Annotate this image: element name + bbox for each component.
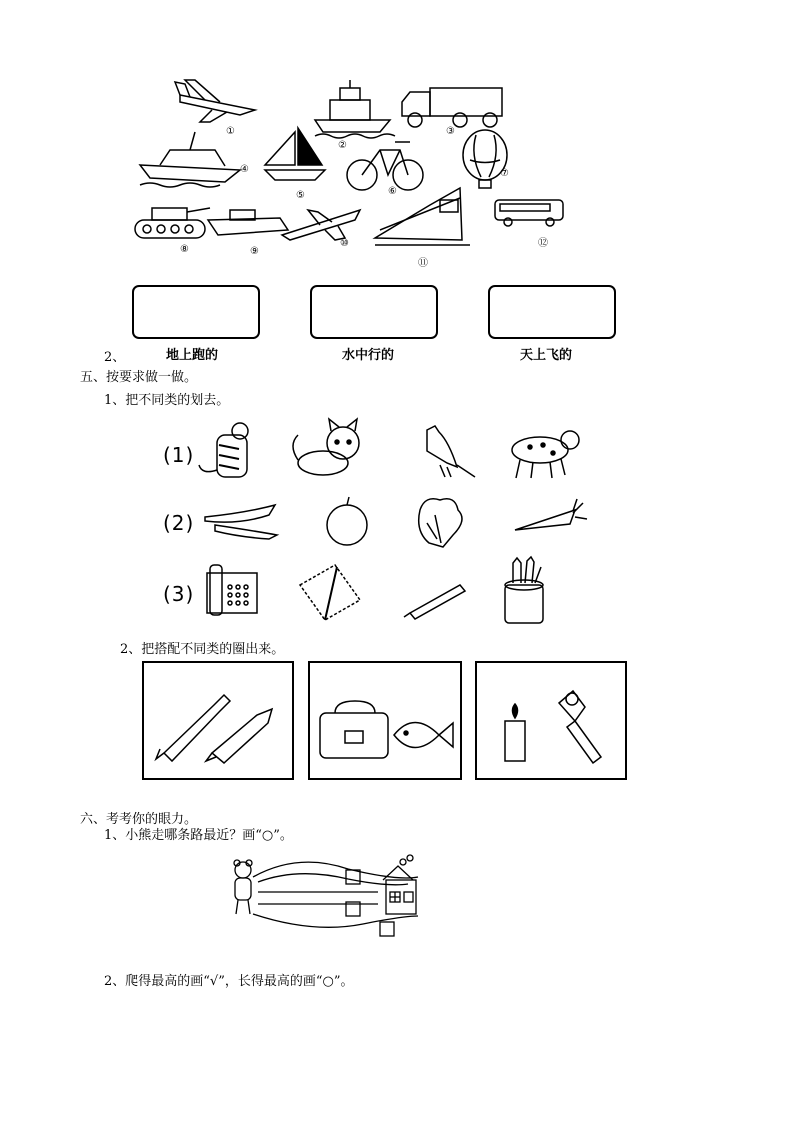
answer-box-land[interactable] — [132, 285, 260, 339]
transport-number: ⑧ — [180, 244, 189, 255]
jet-icon — [282, 210, 360, 240]
transport-illustration — [130, 70, 590, 270]
cat-icon — [293, 419, 359, 475]
apple-icon — [327, 497, 367, 545]
transport-number: ⑥ — [388, 186, 397, 197]
bus-icon — [495, 200, 563, 226]
ruler-icon — [300, 565, 360, 620]
question-text: 1、把不同类的划去。 — [104, 393, 230, 408]
odd-one-out-illustration — [195, 415, 605, 630]
paintbrush-icon — [156, 695, 230, 761]
truck-icon — [402, 88, 502, 127]
ship-icon — [315, 80, 395, 138]
row-label: (2) — [163, 511, 195, 535]
yacht-icon — [140, 132, 240, 187]
carrot-icon — [515, 499, 587, 530]
category-label-land: 地上跑的 — [166, 348, 219, 363]
section-heading: 五、按要求做一做。 — [80, 370, 198, 385]
cabbage-icon — [419, 499, 462, 547]
bear-path-illustration — [228, 852, 438, 942]
fish-icon — [394, 723, 453, 748]
category-label-water: 水中行的 — [342, 348, 395, 363]
transport-number: ⑫ — [538, 238, 548, 249]
transport-number: ⑤ — [296, 190, 305, 201]
question-text: 1、小熊走哪条路最近？画“○”。 — [104, 828, 293, 843]
item-number: 2、 — [104, 350, 126, 365]
tiger-icon — [199, 423, 248, 477]
bear-icon — [234, 860, 252, 914]
transport-number: ① — [226, 126, 235, 137]
transport-number: ④ — [240, 164, 249, 175]
pencil-holder-icon — [505, 557, 543, 623]
tank-icon — [135, 208, 210, 238]
transport-number: ③ — [446, 126, 455, 137]
candle-icon — [505, 704, 525, 761]
row-label: (3) — [163, 582, 195, 606]
pair-frame-3[interactable] — [475, 661, 627, 780]
answer-box-sky[interactable] — [488, 285, 616, 339]
path-checkbox[interactable] — [346, 870, 360, 884]
transport-number: ⑦ — [500, 168, 509, 179]
telephone-icon — [207, 565, 257, 615]
question-text: 2、把搭配不同类的圈出来。 — [120, 642, 285, 657]
flashlight-icon — [559, 691, 601, 763]
bicycle-icon — [347, 142, 423, 190]
bag-icon — [320, 701, 388, 758]
submarine-icon — [208, 210, 288, 235]
category-label-sky: 天上飞的 — [520, 348, 573, 363]
pair-frame-2[interactable] — [308, 661, 462, 780]
pair-frame-1[interactable] — [142, 661, 294, 780]
airplane-icon — [175, 80, 255, 122]
fountain-pen-icon — [206, 709, 272, 763]
transport-number: ② — [338, 140, 347, 151]
transport-number: ⑩ — [340, 238, 349, 249]
leopard-icon — [512, 431, 579, 478]
hot-air-balloon-icon — [463, 130, 507, 188]
transport-number: ⑪ — [418, 258, 428, 269]
row-label: (1) — [163, 443, 195, 467]
transport-number: ⑨ — [250, 246, 259, 257]
pen-icon — [404, 585, 465, 619]
eagle-icon — [427, 426, 475, 477]
section-heading: 六、考考你的眼力。 — [80, 812, 198, 827]
pepper-icon — [205, 505, 277, 539]
question-text: 2、爬得最高的画“√”，长得最高的画“○”。 — [104, 974, 354, 989]
path-checkbox[interactable] — [380, 922, 394, 936]
answer-box-water[interactable] — [310, 285, 438, 339]
